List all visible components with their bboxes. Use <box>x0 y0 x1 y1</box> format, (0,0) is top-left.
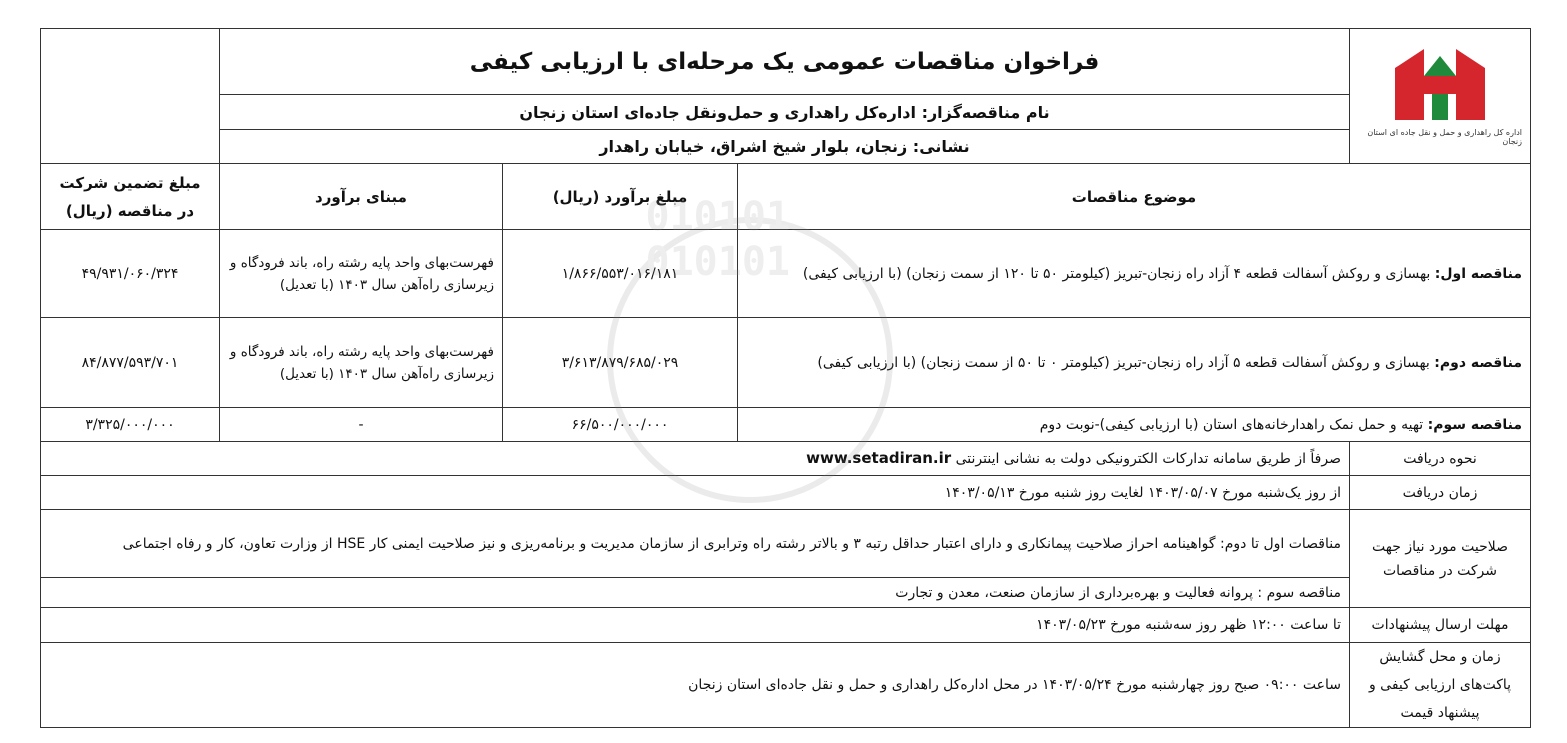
opening-label: زمان و محل گشایش پاکت‌های ارزیابی کیفی و پیشنهاد قیمت <box>1350 643 1531 728</box>
tender-notice-table <box>40 28 1531 728</box>
organizer-address: نشانی: زنجان، بلوار شیخ اشراق، خیابان راهدار <box>220 130 1350 164</box>
col-header-basis: مبنای برآورد <box>220 164 503 230</box>
logo-cell <box>1350 29 1531 164</box>
table-row <box>41 643 1531 728</box>
table-row <box>41 442 1531 476</box>
notice-title: فراخوان مناقصات عمومی یک مرحله‌ای با ارزیابی کیفی <box>220 29 1350 95</box>
receive-time-label: زمان دریافت <box>1350 476 1531 510</box>
organizer-name: نام مناقصه‌گزار: اداره‌کل راهداری و حمل‌ونقل جاده‌ای استان زنجان <box>220 95 1350 130</box>
receive-time-value: از روز یک‌شنبه مورخ ۱۴۰۳/۰۵/۰۷ لغایت روز شنبه مورخ ۱۴۰۳/۰۵/۱۳ <box>41 476 1350 510</box>
tender-3-estimate: ۶۶/۵۰۰/۰۰۰/۰۰۰ <box>503 408 738 442</box>
opening-value: ساعت ۰۹:۰۰ صبح روز چهارشنبه مورخ ۱۴۰۳/۰۵/۲۴ در محل اداره‌کل راهداری و حمل و نقل جاده‌ای استان زنجان <box>41 643 1350 728</box>
table-row <box>41 476 1531 510</box>
receive-method-value <box>41 442 1350 476</box>
table-row <box>41 408 1531 442</box>
deadline-label: مهلت ارسال پیشنهادات <box>1350 608 1531 643</box>
tender-1-label: مناقصه اول: <box>1434 265 1522 282</box>
watermark-binary-2: 010101 <box>645 239 790 285</box>
tender-3-basis: - <box>220 408 503 442</box>
deadline-value: تا ساعت ۱۲:۰۰ ظهر روز سه‌شنبه مورخ ۱۴۰۳/۰۵/۲۳ <box>41 608 1350 643</box>
tender-3-guarantee: ۳/۳۲۵/۰۰۰/۰۰۰ <box>41 408 220 442</box>
table-row <box>41 510 1531 578</box>
col-header-estimate: مبلغ برآورد (ریال) <box>503 164 738 230</box>
tender-2-subject-text: بهسازی و روکش آسفالت قطعه ۵ آزاد راه زنجان-تبریز (کیلومتر ۰ تا ۵۰ از سمت زنجان) (با ارزیابی کیفی) <box>817 354 1430 371</box>
tender-2-estimate: ۳/۶۱۳/۸۷۹/۶۸۵/۰۲۹ <box>503 318 738 408</box>
tender-2-basis: فهرست‌بهای واحد پایه رشته راه، باند فرودگاه و زیرسازی راه‌آهن سال ۱۴۰۳ (با تعدیل) <box>220 318 503 408</box>
tender-2-subject <box>738 318 1531 408</box>
tender-2-label: مناقصه دوم: <box>1434 354 1522 371</box>
tender-1-guarantee: ۴۹/۹۳۱/۰۶۰/۳۲۴ <box>41 230 220 318</box>
watermark-binary-1: 010101 <box>645 200 790 240</box>
table-row <box>41 318 1531 408</box>
receive-method-label: نحوه دریافت <box>1350 442 1531 476</box>
table-row <box>41 578 1531 608</box>
tender-1-subject-text: بهسازی و روکش آسفالت قطعه ۴ آزاد راه زنجان-تبریز (کیلومتر ۵۰ تا ۱۲۰ از سمت زنجان) (با ارزیابی کیفی) <box>802 265 1431 282</box>
tender-1-subject <box>738 230 1531 318</box>
col-header-guarantee: مبلغ تضمین شرکت در مناقصه (ریال) <box>41 164 220 230</box>
tender-2-guarantee: ۸۴/۸۷۷/۵۹۳/۷۰۱ <box>41 318 220 408</box>
tender-3-subject-text: تهیه و حمل نمک راهدارخانه‌های استان (با ارزیابی کیفی)-نوبت دوم <box>1039 416 1424 433</box>
road-maintenance-logo-icon <box>1390 46 1490 124</box>
tender-1-estimate: ۱/۸۶۶/۵۵۳/۰۱۶/۱۸۱ <box>503 230 738 318</box>
header-empty-cell <box>41 29 220 164</box>
table-row <box>41 608 1531 643</box>
qualification-2: مناقصه سوم : پروانه فعالیت و بهره‌برداری از سازمان صنعت، معدن و تجارت <box>41 578 1350 608</box>
col-header-subject: موضوع مناقصات <box>738 164 1531 230</box>
tender-3-subject <box>738 408 1531 442</box>
logo-caption: اداره کل راهداری و حمل و نقل جاده ای استان زنجان <box>1367 128 1522 146</box>
tender-1-basis: فهرست‌بهای واحد پایه رشته راه، باند فرودگاه و زیرسازی راه‌آهن سال ۱۴۰۳ (با تعدیل) <box>220 230 503 318</box>
receive-method-text: صرفاً از طریق سامانه تدارکات الکترونیکی دولت به نشانی اینترنتی <box>955 451 1341 467</box>
tender-3-label: مناقصه سوم: <box>1427 416 1522 433</box>
qualification-label: صلاحیت مورد نیاز جهت شرکت در مناقصات <box>1350 510 1531 608</box>
setadiran-link[interactable]: www.setadiran.ir <box>806 449 952 467</box>
table-row <box>41 230 1531 318</box>
qualification-1: مناقصات اول تا دوم: گواهینامه احراز صلاحیت پیمانکاری و دارای اعتبار حداقل رتبه ۳ و بالاتر رشته راه وترابری از سازمان مدیریت و برنامه‌ریزی و نیز صلاحیت ایمنی کار HSE از وزارت تعاون، کار و رفاه اجتماعی <box>41 510 1350 578</box>
